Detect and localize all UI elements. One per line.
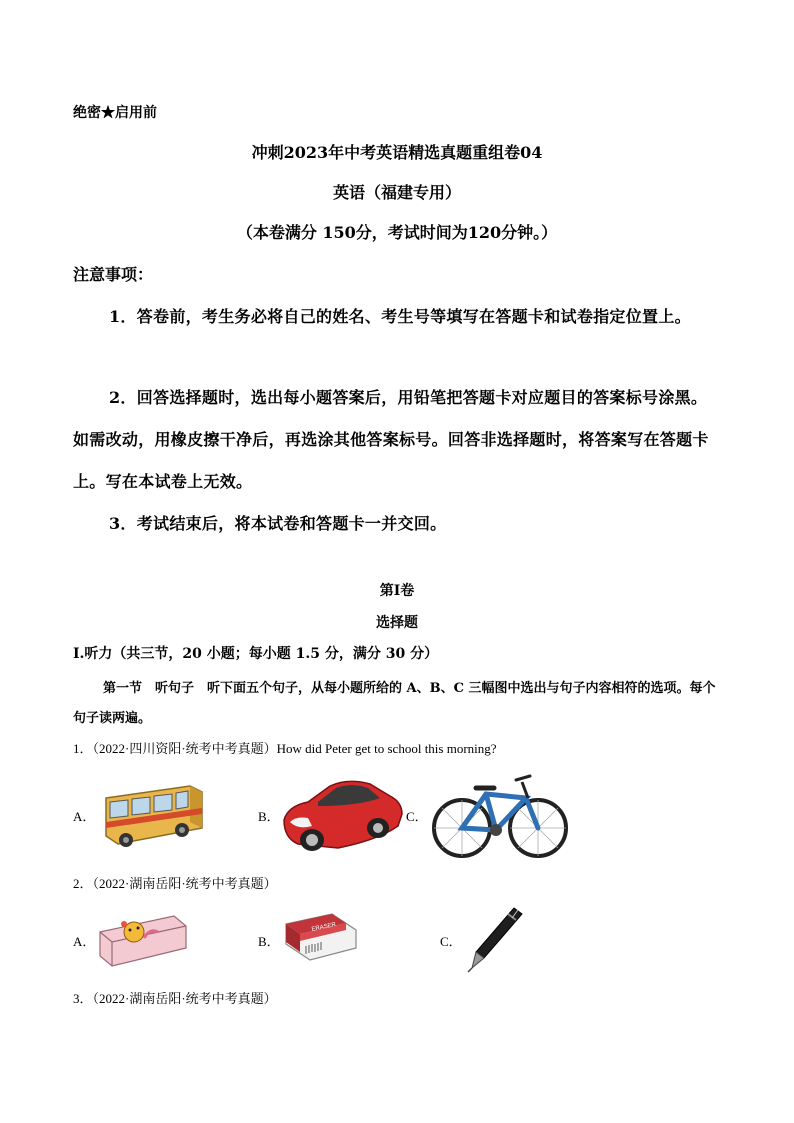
bus-icon[interactable]: [98, 778, 208, 850]
q1-option-b-label[interactable]: B．: [258, 809, 280, 824]
notice-heading: 注意事项：: [73, 265, 154, 284]
eraser-icon[interactable]: [280, 908, 360, 968]
question-2-stem: 2．（2022·湖南岳阳·统考中考真题）: [73, 876, 277, 891]
bicycle-icon[interactable]: [430, 770, 570, 860]
q1-option-a-label[interactable]: A．: [73, 809, 96, 824]
eraser-brand-text: ERASER: [311, 921, 337, 933]
pencil-case-icon[interactable]: [96, 908, 190, 970]
exam-title: 冲刺2023年中考英语精选真题重组卷04: [251, 143, 543, 162]
listening-instruction: 第一节 听句子 听下面五个句子，从每小题所给的 A、B、C 三幅图中选出与句子内容相符的选项。每个句子读两遍。: [73, 681, 716, 726]
notice-item-2: 2．回答选择题时，选出每小题答案后，用铅笔把答题卡对应题目的答案标号涂黑。如需改动，用橡皮擦干净后，再选涂其他答案标号。回答非选择题时，将答案写在答题卡上。写在本试卷上无效。: [73, 388, 709, 491]
listening-heading: Ⅰ.听力（共三节，20 小题；每小题 1.5 分，满分 30 分）: [73, 646, 439, 662]
exam-subject: 英语（福建专用）: [332, 183, 461, 202]
section-name: 选择题: [376, 615, 418, 631]
notice-item-3: 3．考试结束后，将本试卷和答题卡一并交回。: [109, 514, 447, 533]
q2-option-b-label[interactable]: B．: [258, 934, 280, 949]
q2-option-c-label[interactable]: C．: [440, 934, 462, 949]
exam-info: （本卷满分 150分，考试时间为120分钟。）: [236, 223, 558, 242]
q2-option-a-label[interactable]: A．: [73, 934, 96, 949]
pen-icon[interactable]: [462, 904, 526, 974]
car-icon[interactable]: [278, 770, 408, 856]
secret-label: 绝密★启用前: [73, 105, 157, 121]
notice-item-1: 1．答卷前，考生务必将自己的姓名、考生号等填写在答题卡和试卷指定位置上。: [109, 307, 691, 326]
volume-title: 第Ⅰ卷: [379, 583, 415, 599]
question-3-stem: 3．（2022·湖南岳阳·统考中考真题）: [73, 991, 277, 1006]
question-1-stem: 1．（2022·四川资阳·统考中考真题）How did Peter get to school this morning?: [73, 741, 497, 756]
q1-option-c-label[interactable]: C．: [406, 809, 428, 824]
